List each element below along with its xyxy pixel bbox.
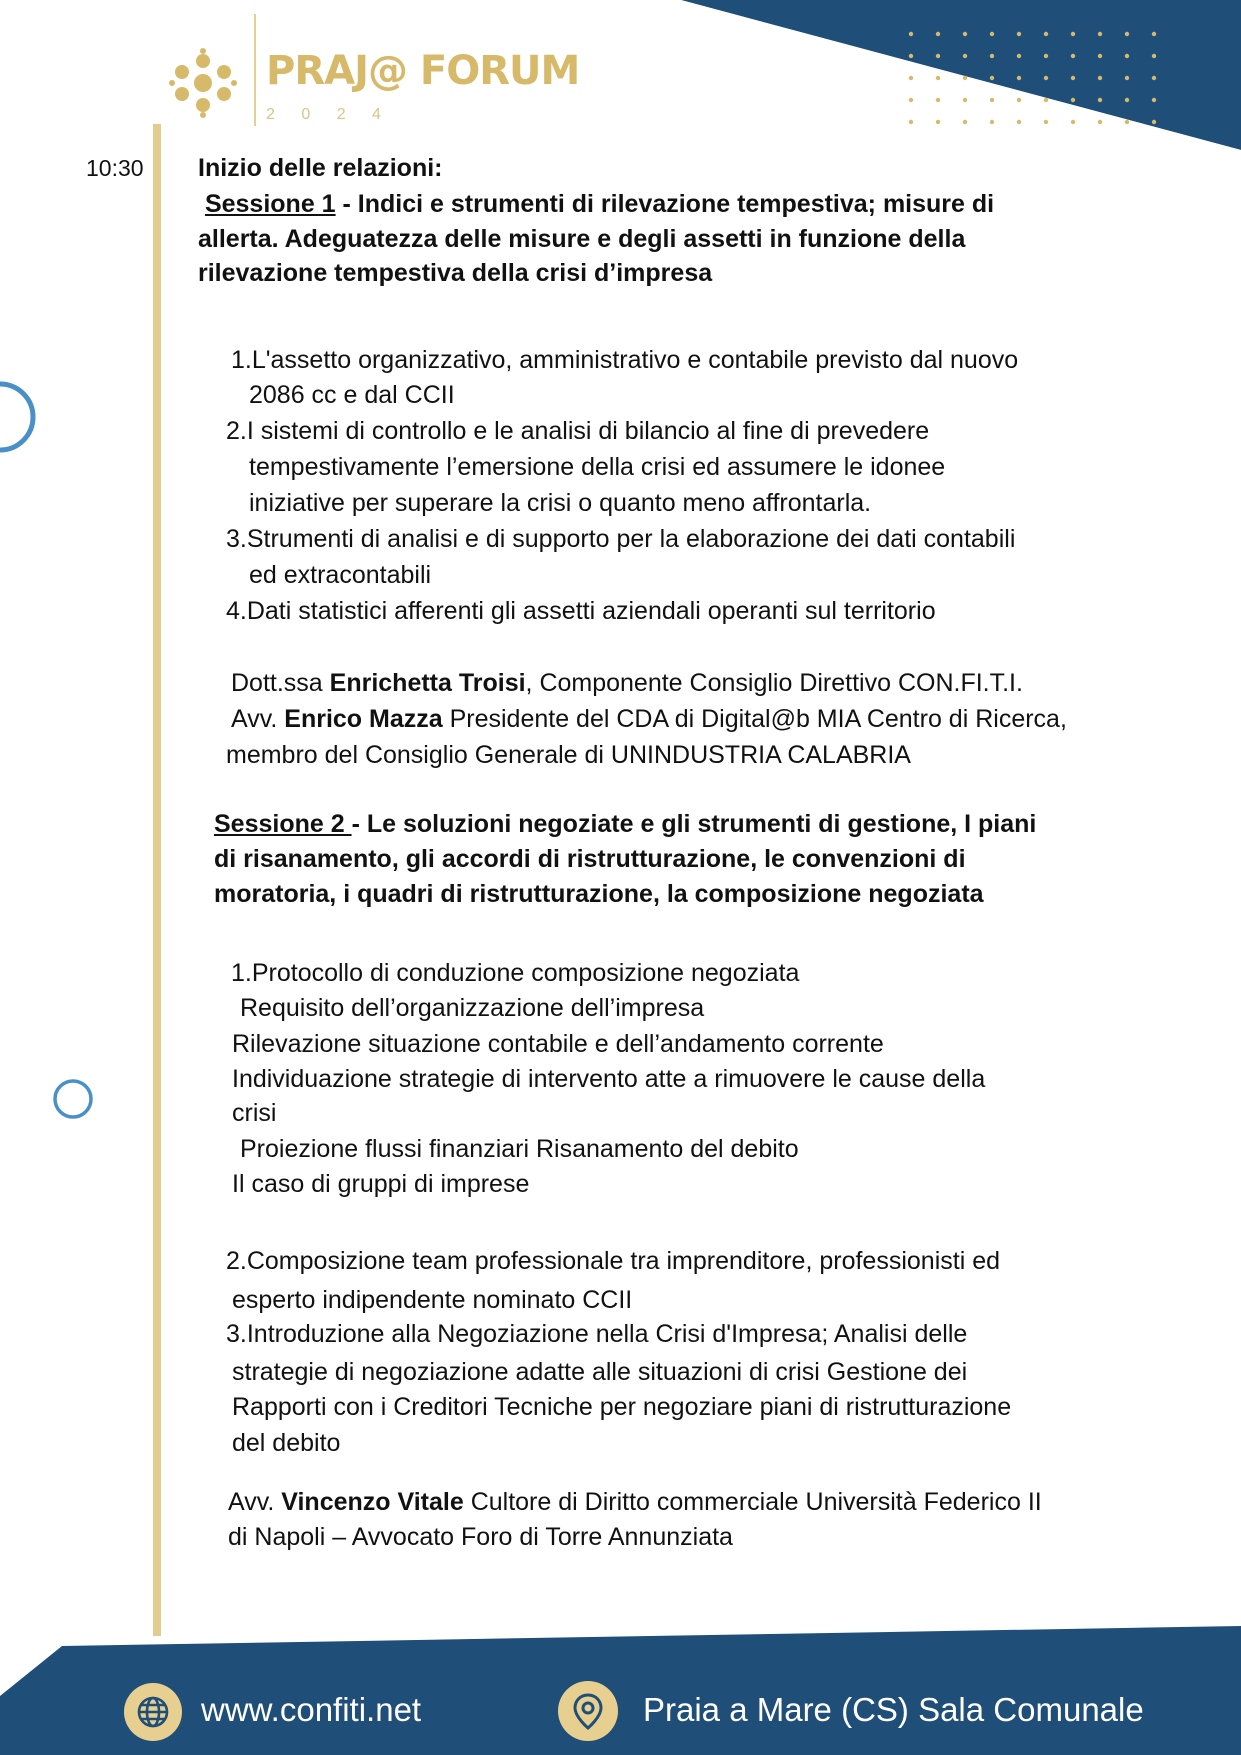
session2-title-line3: moratoria, i quadri di ristrutturazione, la composizione negoziata (214, 880, 984, 908)
session1-speaker: Avv. Enrico Mazza Presidente del CDA di Digital@b MIA Centro di Ricerca, (231, 705, 1067, 733)
decorative-dot (936, 54, 940, 58)
decorative-dot (1125, 32, 1129, 36)
intro-heading: Inizio delle relazioni: (198, 154, 443, 182)
session1-label: Sessione 1 (204, 190, 336, 218)
session2-title-line1: Sessione 2 - Le soluzioni negoziate e gli strumenti di gestione, I piani (214, 810, 1037, 838)
session2-item: crisi (232, 1099, 277, 1127)
website-link[interactable]: www.confiti.net (201, 1691, 422, 1728)
decorative-dot (909, 98, 913, 102)
decorative-dot (1071, 54, 1075, 58)
decorative-dot (1071, 32, 1075, 36)
decorative-dot (1044, 98, 1048, 102)
session2-label: Sessione 2 (214, 810, 352, 838)
speaker-name: Enrico Mazza (284, 705, 443, 733)
decorative-dot (1125, 120, 1129, 124)
session-time: 10:30 (86, 155, 144, 181)
decorative-dot (990, 76, 994, 80)
decorative-dot (990, 54, 994, 58)
session2-title-line2: di risanamento, gli accordi di ristrutturazione, le convenzioni di (214, 845, 966, 873)
decorative-ring-small (52, 1078, 94, 1120)
decorative-dot (1125, 98, 1129, 102)
session1-item: 2086 cc e dal CCII (249, 381, 455, 409)
decorative-dot (1071, 76, 1075, 80)
session2-item: 1.Protocollo di conduzione composizione negoziata (231, 959, 800, 987)
logo-emblem-icon (168, 48, 238, 118)
speaker-name: Vincenzo Vitale (281, 1488, 464, 1516)
decorative-dot (963, 76, 967, 80)
decorative-dot (1017, 32, 1021, 36)
session1-title-line2: allerta. Adeguatezza delle misure e degli assetti in funzione della (198, 225, 966, 253)
decorative-dot (1152, 32, 1156, 36)
decorative-dot (1125, 54, 1129, 58)
session2-item: 3.Introduzione alla Negoziazione nella Crisi d'Impresa; Analisi delle (226, 1320, 968, 1348)
decorative-dot (1098, 54, 1102, 58)
top-right-decoration (681, 0, 1241, 150)
session2-item: esperto indipendente nominato CCII (232, 1286, 633, 1314)
session2-item: Il caso di gruppi di imprese (232, 1170, 530, 1198)
session1-item: 1.L'assetto organizzativo, amministrativo e contabile previsto dal nuovo (231, 346, 1019, 374)
event-location: Praia a Mare (CS) Sala Comunale (643, 1691, 1144, 1728)
decorative-dot (990, 120, 994, 124)
timeline-line (153, 124, 161, 1636)
session2-item: Rapporti con i Creditori Tecniche per negoziare piani di ristrutturazione (232, 1393, 1012, 1421)
decorative-dot (936, 98, 940, 102)
decorative-dot (1017, 54, 1021, 58)
decorative-dot (1017, 76, 1021, 80)
session2-item: Proiezione flussi finanziari Risanamento del debito (240, 1135, 799, 1163)
decorative-dot (990, 32, 994, 36)
decorative-dot (1098, 120, 1102, 124)
decorative-dot (909, 76, 913, 80)
decorative-dot (909, 32, 913, 36)
decorative-dot (963, 120, 967, 124)
session2-item: Requisito dell’organizzazione dell’impresa (240, 994, 705, 1022)
session1-speaker-role: membro del Consiglio Generale di UNINDUSTRIA CALABRIA (226, 741, 911, 769)
logo-title: PRAJ@ FORUM (266, 48, 580, 94)
decorative-dot (1017, 120, 1021, 124)
logo-divider (254, 14, 256, 126)
session2-item: 2.Composizione team professionale tra imprenditore, professionisti ed (226, 1247, 1000, 1275)
session1-title-line1: Sessione 1 - Indici e strumenti di rilevazione tempestiva; misure di (204, 190, 995, 218)
logo-year: 2 0 2 4 (266, 106, 392, 123)
map-pin-icon (558, 1681, 618, 1741)
session1-item: ed extracontabili (249, 561, 432, 589)
decorative-dot (1125, 76, 1129, 80)
decorative-dot (1044, 54, 1048, 58)
decorative-dot (936, 120, 940, 124)
decorative-dot (1152, 76, 1156, 80)
session2-item: Rilevazione situazione contabile e dell’andamento corrente (232, 1030, 884, 1058)
decorative-dot (936, 76, 940, 80)
session2-speaker: Avv. Vincenzo Vitale Cultore di Diritto commerciale Università Federico II (228, 1488, 1042, 1516)
decorative-dot (1044, 32, 1048, 36)
session1-item: iniziative per superare la crisi o quanto meno affrontarla. (249, 489, 872, 517)
decorative-dot (990, 98, 994, 102)
decorative-dot (936, 32, 940, 36)
decorative-dot (909, 120, 913, 124)
session1-item: 3.Strumenti di analisi e di supporto per la elaborazione dei dati contabili (226, 525, 1016, 553)
session2-item: strategie di negoziazione adatte alle situazioni di crisi Gestione dei (232, 1358, 968, 1386)
decorative-dot (1017, 98, 1021, 102)
decorative-dot (1098, 32, 1102, 36)
session1-title-line3: rilevazione tempestiva della crisi d’impresa (198, 259, 713, 287)
decorative-dot (963, 54, 967, 58)
decorative-dot (1152, 54, 1156, 58)
globe-icon (124, 1683, 182, 1741)
decorative-dot (1152, 120, 1156, 124)
decorative-dot (963, 98, 967, 102)
decorative-dot (909, 54, 913, 58)
session2-item: del debito (232, 1429, 341, 1457)
session1-item: tempestivamente l’emersione della crisi ed assumere le idonee (249, 453, 946, 481)
decorative-dot (1044, 120, 1048, 124)
session1-speaker: Dott.ssa Enrichetta Troisi, Componente Consiglio Direttivo CON.FI.T.I. (231, 669, 1023, 697)
decorative-dot (1152, 98, 1156, 102)
decorative-dot (1098, 98, 1102, 102)
decorative-ring-left (0, 380, 40, 454)
decorative-dot (1044, 76, 1048, 80)
session1-item: 4.Dati statistici afferenti gli assetti aziendali operanti sul territorio (226, 597, 936, 625)
decorative-dot (1071, 98, 1075, 102)
session1-item: 2.I sistemi di controllo e le analisi di bilancio al fine di prevedere (226, 417, 930, 445)
decorative-dot (963, 32, 967, 36)
session2-item: Individuazione strategie di intervento atte a rimuovere le cause della (232, 1065, 986, 1093)
speaker-name: Enrichetta Troisi (329, 669, 526, 697)
decorative-dot (1098, 76, 1102, 80)
decorative-dot (1071, 120, 1075, 124)
session2-speaker-role: di Napoli – Avvocato Foro di Torre Annunziata (228, 1523, 733, 1551)
